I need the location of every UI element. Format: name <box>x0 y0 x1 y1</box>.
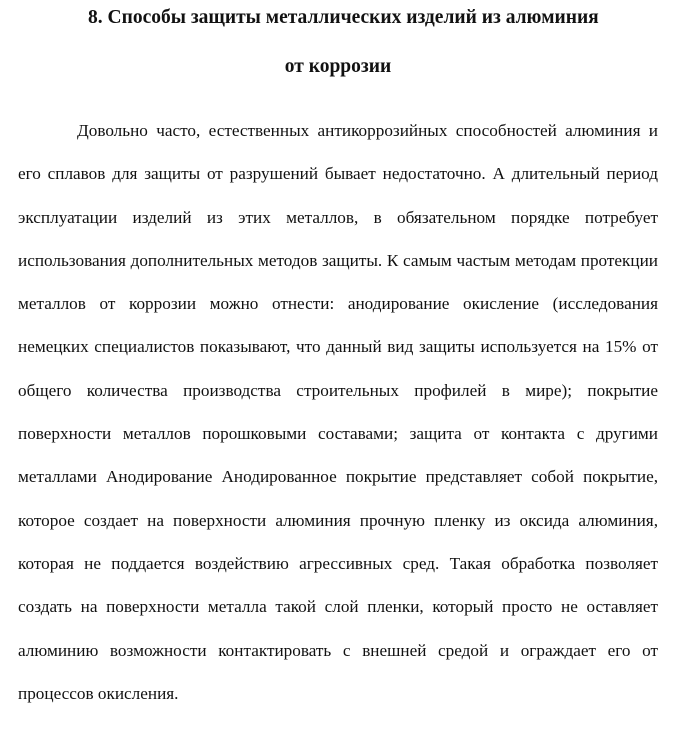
section-title-line-1: 8. Способы защиты металлических изделий из алюминия <box>88 7 599 28</box>
section-title-line-2: от коррозии <box>284 56 392 77</box>
body-paragraph: Довольно часто, естественных антикоррозийных способностей алюминия и его сплавов для защиты от разрушений бывает недостаточно. А длительный период эксплуатации изделий из этих металлов, в обязательном порядке потребует использования дополнительных методов защиты. К самым частым методам протекции металлов от коррозии можно отнести: анодирование окисление (исследования немецких специалистов показывают, что данный вид защиты используется на 15% от общего количества производства строительных профилей в мире); покрытие поверхности металлов порошковыми составами; защита от контакта с другими металлами Анодирование Анодированное покрытие представляет собой покрытие, которое создает на поверхности алюминия прочную пленку из оксида алюминия, которая не поддается воздействию агрессивных сред. Такая обработка позволяет создать на поверхности металла такой слой пленки, который просто не оставляет алюминию возможности контактировать с внешней средой и ограждает его от процессов окисления. <box>18 121 658 703</box>
